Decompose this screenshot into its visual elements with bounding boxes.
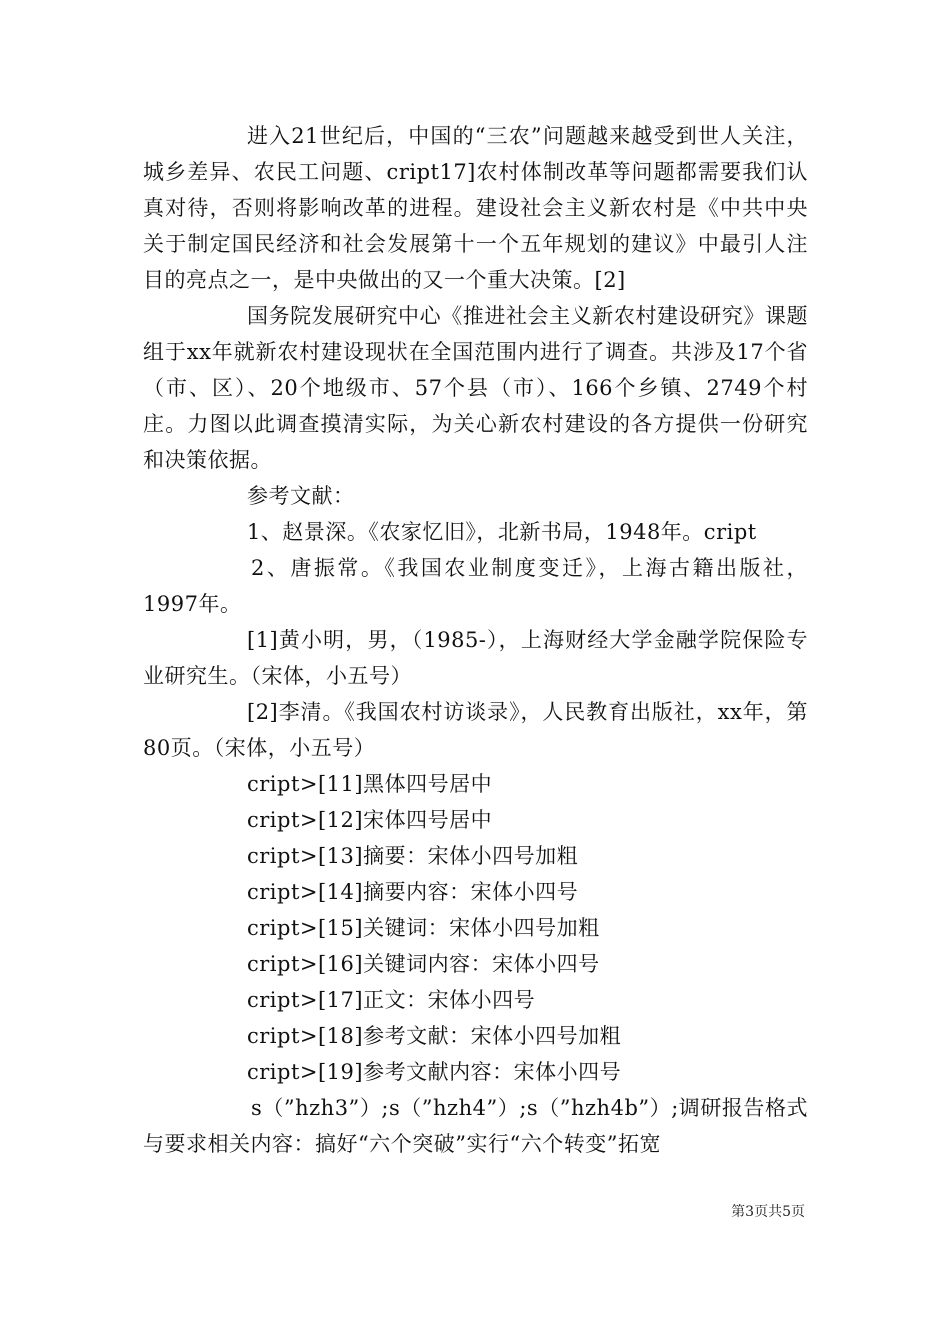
format-note: cript>[18]参考文献：宋体小四号加粗 [247,1024,622,1048]
format-note: cript>[16]关键词内容：宋体小四号 [247,952,600,976]
format-note: cript>[13]摘要：宋体小四号加粗 [247,844,579,868]
closing-paragraph: s（”hzh3”）;s（”hzh4”）;s（”hzh4b”）;调研报告格式与要求相关内容：搞好“六个突破”实行“六个转变”拓宽 [143,1096,808,1156]
document-body [143,118,808,1162]
body-paragraph-2: 国务院发展研究中心《推进社会主义新农村建设研究》课题组于xx年就新农村建设现状在全国范围内进行了调查。共涉及17个省（市、区）、20个地级市、57个县（市）、166个乡镇、2749个村庄。力图以此调查摸清实际，为关心新农村建设的各方提供一份研究和决策依据。 [143,304,808,472]
footnote-1: [1]黄小明，男，（1985-），上海财经大学金融学院保险专业研究生。（宋体，小五号） [143,628,808,688]
format-note: cript>[11]黑体四号居中 [247,772,493,796]
reference-item-2: 2、唐振常。《我国农业制度变迁》，上海古籍出版社，1997年。 [143,556,808,616]
page-number-footer: 第3页共5页 [731,1204,805,1220]
format-note: cript>[15]关键词：宋体小四号加粗 [247,916,600,940]
format-note: cript>[17]正文：宋体小四号 [247,988,536,1012]
body-paragraph-1: 进入21世纪后，中国的“三农”问题越来越受到世人关注，城乡差异、农民工问题、cript17]农村体制改革等问题都需要我们认真对待，否则将影响改革的进程。建设社会主义新农村是《中共中央关于制定国民经济和社会发展第十一个五年规划的建议》中最引人注目的亮点之一，是中央做出的又一个重大决策。[2] [143,124,808,292]
references-heading: 参考文献： [247,484,355,508]
reference-item-1: 1、赵景深。《农家忆旧》，北新书局，1948年。cript [247,520,757,544]
format-note: cript>[19]参考文献内容：宋体小四号 [247,1060,622,1084]
footnote-2: [2]李清。《我国农村访谈录》，人民教育出版社，xx年，第80页。（宋体，小五号） [143,700,808,760]
format-note: cript>[14]摘要内容：宋体小四号 [247,880,579,904]
format-note: cript>[12]宋体四号居中 [247,808,493,832]
